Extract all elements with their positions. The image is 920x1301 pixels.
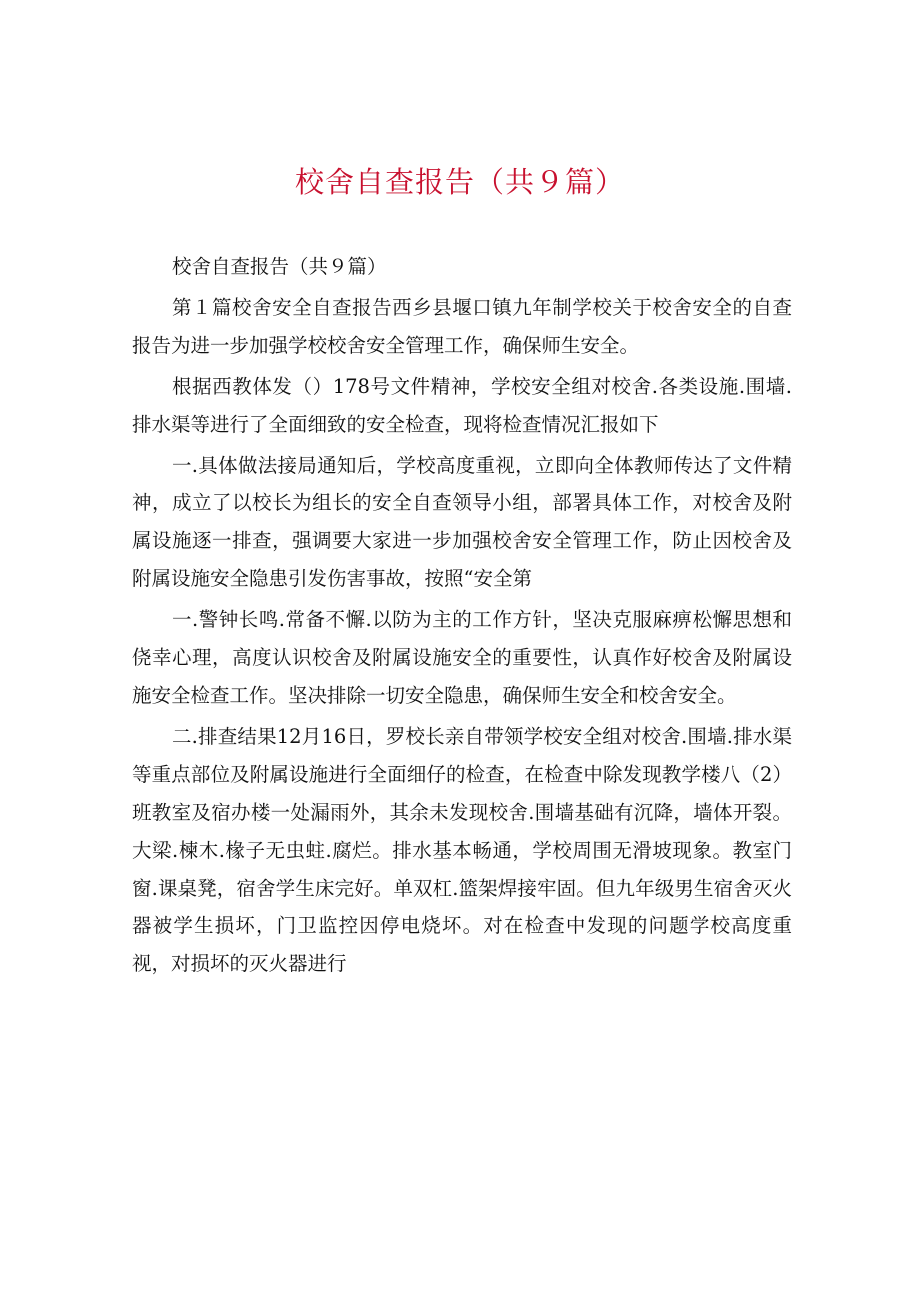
paragraph-section-one: 一.具体做法接局通知后，学校高度重视，立即向全体教师传达了文件精神，成立了以校长为组长的安全自查领导小组，部署具体工作，对校舍及附属设施逐一排查，强调要大家进一步加强校舍安全管理工作，防止因校舍及附属设施安全隐患引发伤害事故，按照“安全第: [132, 453, 792, 591]
document-body: [132, 248, 792, 986]
paragraph-section-one-continued: 一.警钟长鸣.常备不懈.以防为主的工作方针，坚决克服麻痹松懈思想和侥幸心理，高度认识校舍及附属设施安全的重要性，认真作好校舍及附属设施安全检查工作。坚决排除一切安全隐患，确保师生安全和校舍安全。: [132, 608, 792, 707]
document-title: 校舍自查报告（共９篇）: [294, 165, 625, 199]
paragraph-section-two: 二.排查结果12月16日，罗校长亲自带领学校安全组对校舍.围墙.排水渠等重点部位及附属设施进行全面细仔的检查，在检查中除发现教学楼八（2）班教室及宿办楼一处漏雨外，其余未发现校舍.围墙基础有沉降，墙体开裂。大梁.楝木.椽子无虫蛀.腐烂。排水基本畅通，学校周围无滑坡现象。教室门窗.课桌凳，宿舍学生床完好。单双杠.篮架焊接牢固。但九年级男生宿舍灭火器被学生损坏，门卫监控因停电烧坏。对在检查中发现的问题学校高度重视，对损坏的灭火器进行: [132, 724, 792, 976]
paragraph-basis: 根据西教体发（）178号文件精神，学校安全组对校舍.各类设施.围墙.排水渠等进行了全面细致的安全检查，现将检查情况汇报如下: [132, 374, 792, 436]
paragraph-intro: 第１篇校舍安全自查报告西乡县堰口镇九年制学校关于校舍安全的自查报告为进一步加强学校校舍安全管理工作，确保师生安全。: [132, 295, 792, 357]
paragraph-heading-repeat: 校舍自查报告（共９篇）: [172, 255, 387, 278]
